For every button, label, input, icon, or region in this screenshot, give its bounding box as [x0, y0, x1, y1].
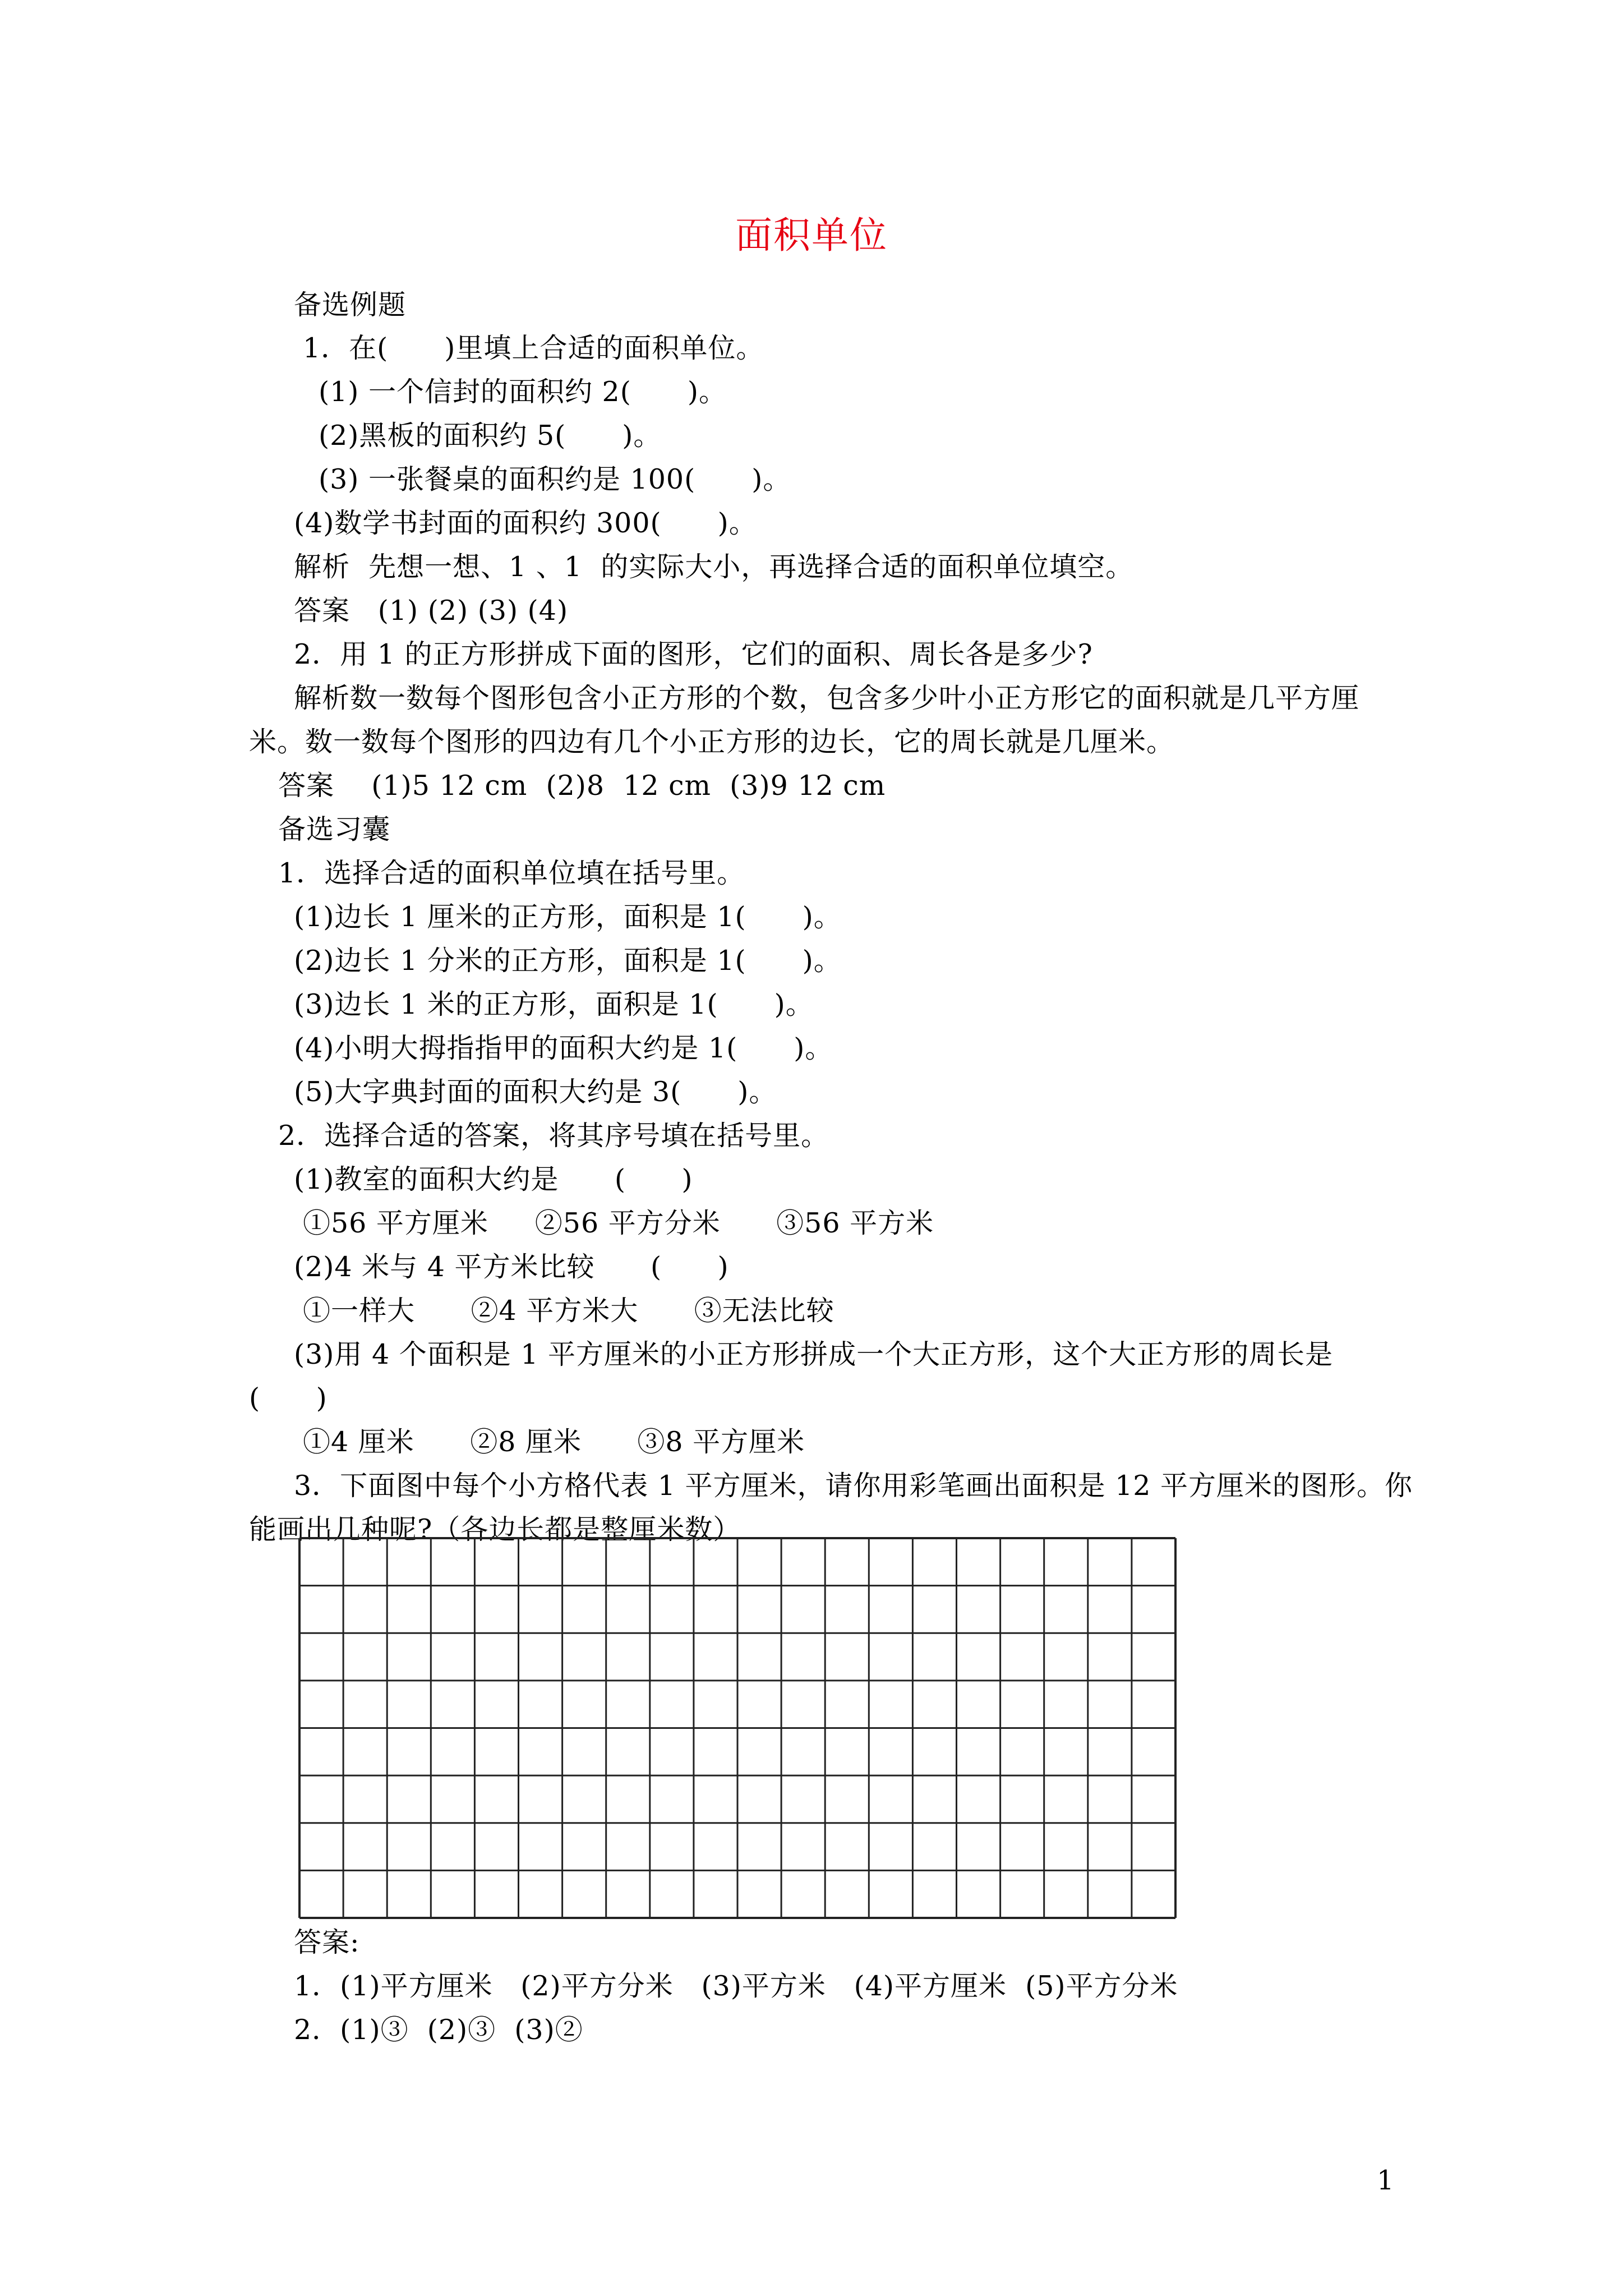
- exercise-2-item-1-options: ①56 平方厘米 ②56 平方分米 ③56 平方米: [303, 1207, 934, 1239]
- example-1-item-3: (3) 一张餐桌的面积约是 100( )。: [319, 463, 791, 495]
- exercise-2-item-3: (3)用 4 个面积是 1 平方厘米的小正方形拼成一个大正方形，这个大正方形的周长是: [294, 1338, 1334, 1370]
- page-title: 面积单位: [735, 214, 888, 257]
- example-1-item-4: (4)数学书封面的面积约 300( )。: [294, 507, 757, 539]
- exercise-1-item-3: (3)边长 1 米的正方形，面积是 1( )。: [294, 988, 814, 1020]
- example-1-question: 1．在( )里填上合适的面积单位。: [303, 332, 764, 364]
- section-heading-exercises: 备选习囊: [278, 813, 391, 845]
- example-1-analysis: 解析 先想一想、1 、1 的实际大小，再选择合适的面积单位填空。: [294, 551, 1134, 583]
- section-heading-examples: 备选例题: [294, 289, 407, 321]
- example-1-answer: 答案 (1) (2) (3) (4): [294, 595, 569, 627]
- exercise-2-item-1: (1)教室的面积大约是 ( ): [294, 1163, 693, 1195]
- exercise-1-item-1: (1)边长 1 厘米的正方形，面积是 1( )。: [294, 901, 842, 933]
- exercise-2-question: 2．选择合适的答案，将其序号填在括号里。: [278, 1120, 829, 1152]
- exercise-3-question: 3．下面图中每个小方格代表 1 平方厘米，请你用彩笔画出面积是 12 平方厘米的图形。你: [294, 1470, 1413, 1502]
- example-2-analysis-cont: 米。数一数每个图形的四边有几个小正方形的边长，它的周长就是几厘米。: [249, 726, 1175, 758]
- answers-exercise-2: 2．(1)③ (2)③ (3)②: [294, 2014, 583, 2046]
- exercise-1-item-2: (2)边长 1 分米的正方形，面积是 1( )。: [294, 945, 842, 977]
- example-1-item-1: (1) 一个信封的面积约 2( )。: [319, 376, 727, 408]
- exercise-2-item-2-options: ①一样大 ②4 平方米大 ③无法比较: [303, 1295, 834, 1327]
- example-2-question: 2．用 1 的正方形拼成下面的图形，它们的面积、周长各是多少?: [294, 638, 1093, 670]
- answers-heading: 答案:: [294, 1926, 360, 1958]
- exercise-2-item-3-bracket: ( ): [249, 1382, 328, 1414]
- exercise-1-question: 1．选择合适的面积单位填在括号里。: [278, 857, 745, 889]
- page-number: 1: [1377, 2165, 1394, 2196]
- exercise-3-question-cont: 能画出几种呢?（各边长都是整厘米数）: [249, 1513, 741, 1545]
- square-grid: [297, 1536, 1178, 1920]
- exercise-2-item-2: (2)4 米与 4 平方米比较 ( ): [294, 1251, 729, 1283]
- exercise-1-item-5: (5)大字典封面的面积大约是 3( )。: [294, 1076, 777, 1108]
- example-2-answer: 答案 (1)5 12 cm (2)8 12 cm (3)9 12 cm: [278, 770, 886, 802]
- example-1-item-2: (2)黑板的面积约 5( )。: [319, 420, 662, 452]
- example-2-analysis: 解析数一数每个图形包含小正方形的个数，包含多少叶小正方形它的面积就是几平方厘: [294, 682, 1360, 714]
- exercise-1-item-4: (4)小明大拇指指甲的面积大约是 1( )。: [294, 1032, 833, 1064]
- exercise-2-item-3-options: ①4 厘米 ②8 厘米 ③8 平方厘米: [303, 1426, 805, 1458]
- answers-exercise-1: 1．(1)平方厘米 (2)平方分米 (3)平方米 (4)平方厘米 (5)平方分米: [294, 1970, 1178, 2002]
